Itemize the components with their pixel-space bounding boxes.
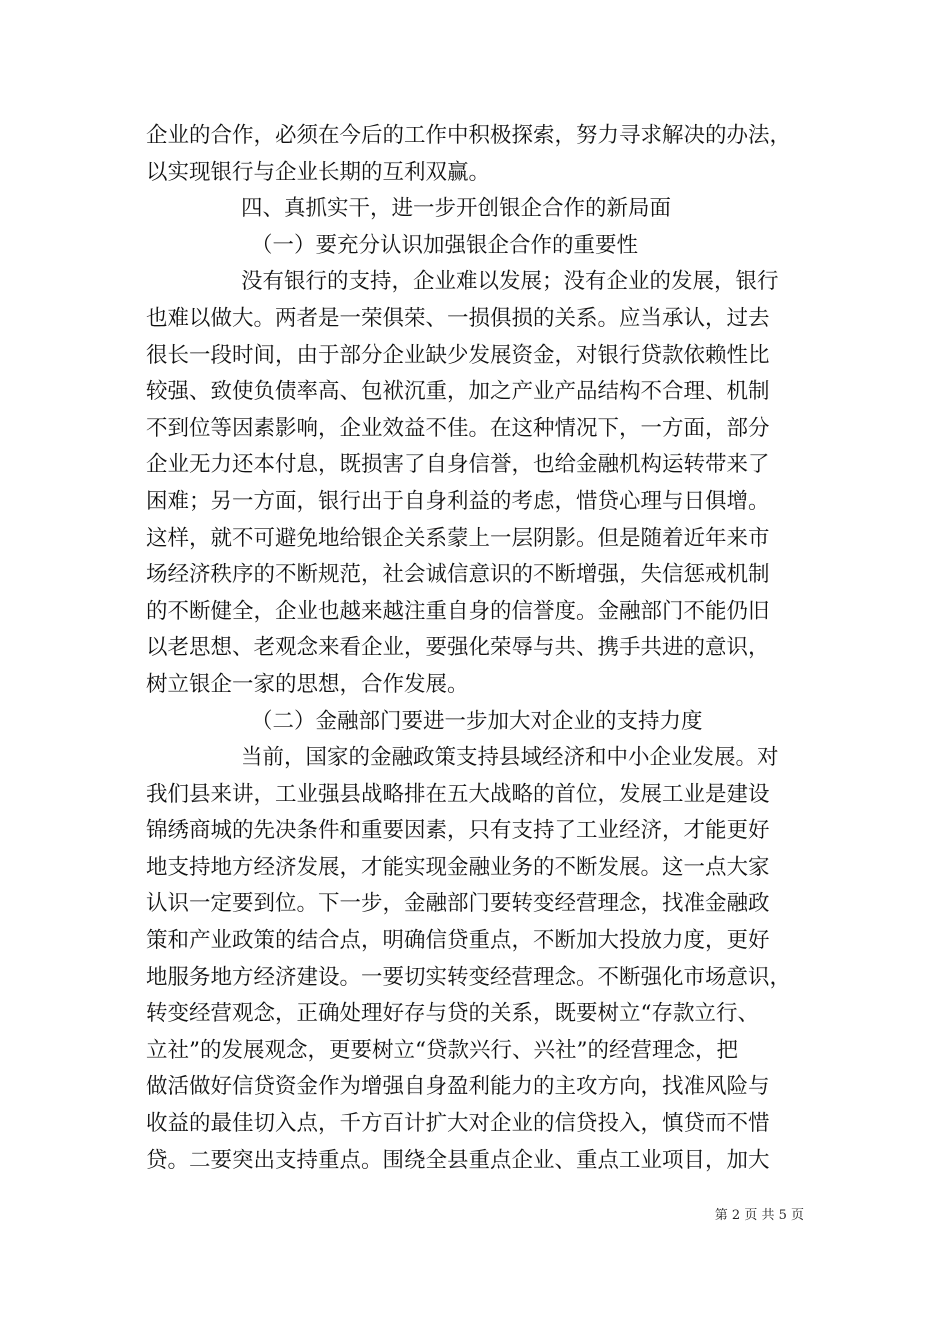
text-line: 也难以做大。两者是一荣俱荣、一损俱损的关系。应当承认，过去 — [146, 305, 770, 331]
text-line: 锦绣商城的先决条件和重要因素，只有支持了工业经济，才能更好 — [146, 818, 770, 844]
text-line: 企业的合作，必须在今后的工作中积极探索，努力寻求解决的办法， — [146, 123, 792, 148]
text-line: 策和产业政策的结合点，明确信贷重点，不断加大投放力度，更好 — [146, 928, 770, 954]
text-line: 地服务地方经济建设。一要切实转变经营理念。不断强化市场意识， — [146, 964, 792, 990]
text-line: 这样，就不可避免地给银企关系蒙上一层阴影。但是随着近年来市 — [146, 525, 770, 551]
text-line: 较强、致使负债率高、包袱沉重，加之产业产品结构不合理、机制 — [146, 379, 770, 405]
text-line: 四、真抓实干，进一步开创银企合作的新局面 — [241, 196, 672, 222]
text-line: 收益的最佳切入点，千方百计扩大对企业的信贷投入，慎贷而不惜 — [146, 1111, 770, 1137]
text-line: 立社”的发展观念，更要树立“贷款兴行、兴社”的经营理念，把 — [146, 1037, 738, 1063]
text-line: 地支持地方经济发展，才能实现金融业务的不断发展。这一点大家 — [146, 854, 770, 880]
text-line: 树立银企一家的思想，合作发展。 — [146, 671, 469, 697]
text-line: 的不断健全，企业也越来越注重自身的信誉度。金融部门不能仍旧 — [146, 598, 770, 624]
text-line: 很长一段时间，由于部分企业缺少发展资金，对银行贷款依赖性比 — [146, 342, 770, 368]
document-body — [146, 118, 832, 1179]
text-line: （一）要充分认识加强银企合作的重要性 — [251, 232, 639, 258]
text-line: 当前，国家的金融政策支持县域经济和中小企业发展。对 — [241, 745, 779, 771]
text-line: 贷。二要突出支持重点。围绕全县重点企业、重点工业项目，加大 — [146, 1147, 770, 1173]
text-line: 做活做好信贷资金作为增强自身盈利能力的主攻方向，找准风险与 — [146, 1074, 770, 1100]
text-line: 企业无力还本付息，既损害了自身信誉，也给金融机构运转带来了 — [146, 452, 770, 478]
page-number: 第 2 页 共 5 页 — [714, 1208, 804, 1223]
text-line: 不到位等因素影响，企业效益不佳。在这种情况下，一方面，部分 — [146, 415, 770, 441]
text-line: 没有银行的支持，企业难以发展；没有企业的发展，银行 — [241, 269, 779, 295]
body-text — [146, 118, 832, 1179]
text-line: 转变经营观念，正确处理好存与贷的关系，既要树立“存款立行、 — [146, 1001, 759, 1027]
text-line: （二）金融部门要进一步加大对企业的支持力度 — [251, 708, 703, 734]
text-line: 困难；另一方面，银行出于自身利益的考虑，惜贷心理与日俱增。 — [146, 488, 770, 514]
text-line: 认识一定要到位。下一步，金融部门要转变经营理念，找准金融政 — [146, 891, 770, 917]
text-line: 场经济秩序的不断规范，社会诚信意识的不断增强，失信惩戒机制 — [146, 562, 770, 588]
text-line: 以实现银行与企业长期的互利双赢。 — [146, 159, 491, 185]
text-line: 我们县来讲，工业强县战略排在五大战略的首位，发展工业是建设 — [146, 781, 770, 807]
text-line: 以老思想、老观念来看企业，要强化荣辱与共、携手共进的意识， — [146, 635, 770, 661]
